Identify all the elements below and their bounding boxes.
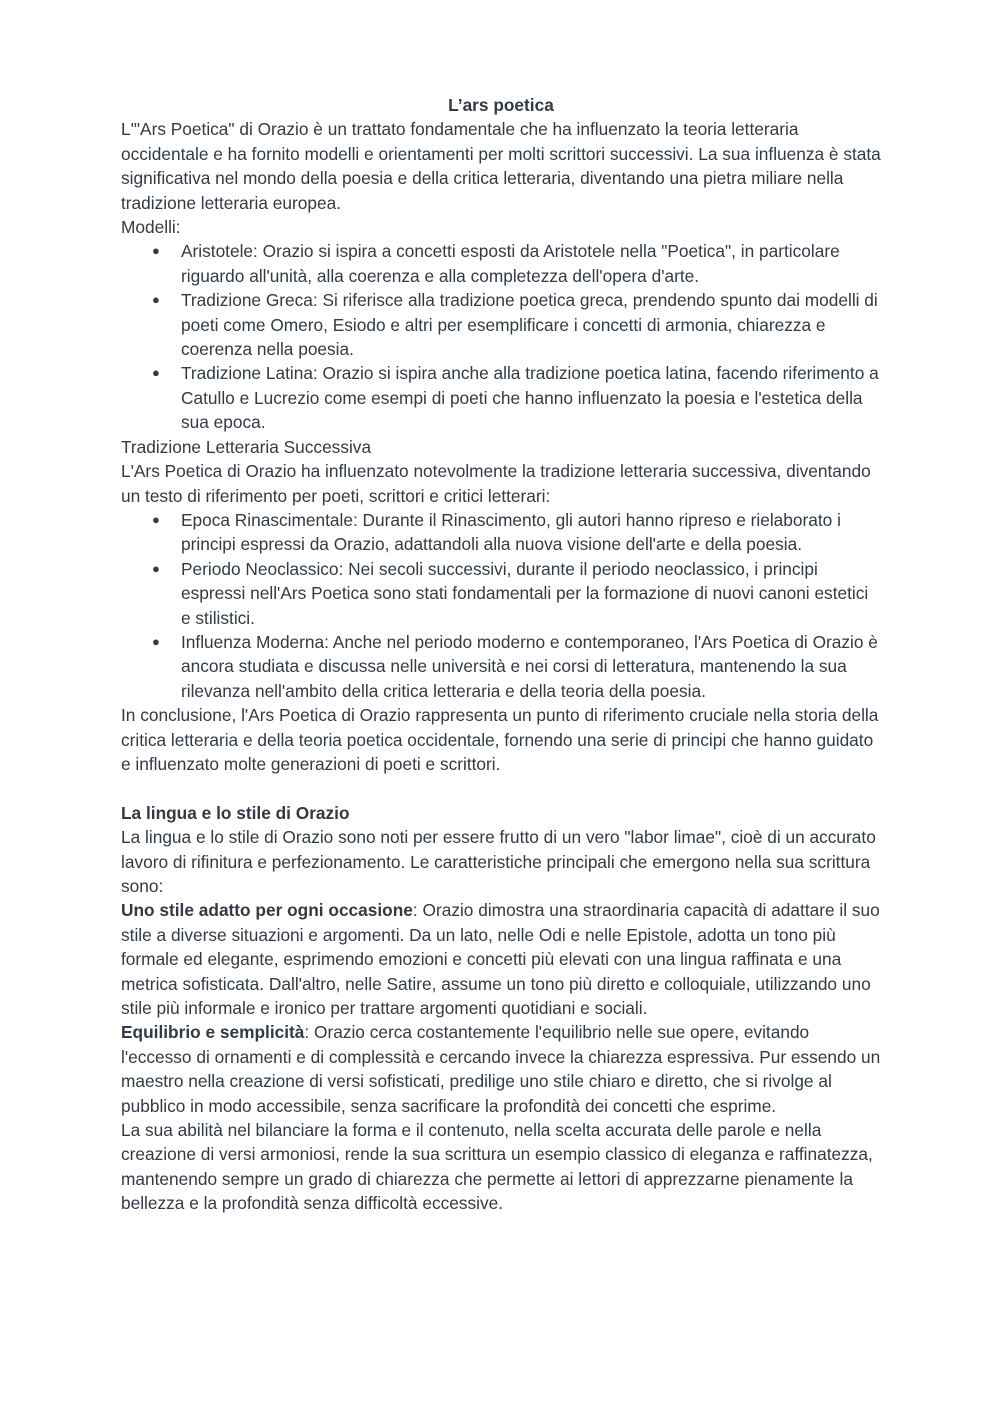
list-item-text: Tradizione Latina: Orazio si ispira anche alla tradizione poetica latina, facendo riferimento a Catullo e Lucrezio come esempi di poeti che hanno influenzato la poesia e l'estetica della sua epoca. [181,363,879,433]
list-item-text: Influenza Moderna: Anche nel periodo moderno e contemporaneo, l'Ars Poetica di Orazio è ancora studiata e discussa nelle università e nei corsi di letteratura, mantenendo la sua rilevanza nell'ambito della critica letteraria e della teoria della poesia. [181,631,878,701]
intro-paragraph: L'"Ars Poetica" di Orazio è un trattato fondamentale che ha influenzato la teoria letteraria occidentale e ha fornito modelli e orientamenti per molti scrittori successivi. La sua influenza è stata significativa nel mondo della poesia e della critica letteraria, diventando una pietra miliare nella tradizione letteraria europea. [121,119,881,213]
list-item-text: Tradizione Greca: Si riferisce alla tradizione poetica greca, prendendo spunto dai modelli di poeti come Omero, Esiodo e altri per esemplificare i concetti di armonia, chiarezza e coerenza nella poesia. [181,290,878,360]
tradition-intro: L'Ars Poetica di Orazio ha influenzato notevolmente la tradizione letteraria successiva, diventando un testo di riferimento per poeti, scrittori e critici letterari: [121,461,871,506]
section-title: La lingua e lo stile di Orazio [121,802,350,823]
list-item [152,630,881,703]
document-title: L’ars poetica [448,95,554,115]
style-text: : Orazio dimostra una straordinaria capacità di adattare il suo stile a diverse situazioni e argomenti. Da un lato, nelle Odi e nelle Epistole, adotta un tono più formale ed elegante, esprimendo emozioni e concetti più elevati con una lingua raffinata e una metrica sofisticata. Dall'altro, nelle Satire, assume un tono più diretto e colloquiale, utilizzando uno stile più informale e ironico per trattare argomenti quotidiani e sociali. [121,900,880,1019]
bullet-icon: ● [152,633,160,649]
balance-text: : Orazio cerca costantemente l'equilibrio nelle sue opere, evitando l'eccesso di ornamenti e di complessità e cercando invece la chiarezza espressiva. Pur essendo un maestro nella creazione di versi sofisticati, predilige uno stile chiaro e diretto, che si rivolge al pubblico in modo accessibile, senza sacrificare la profondità dei concetti che esprime. [121,1022,881,1116]
section-intro: La lingua e lo stile di Orazio sono noti per essere frutto di un vero "labor limae", cioè di un accurato lavoro di rifinitura e perfezionamento. Le caratteristiche principali che emergono nella sua scrittura sono: [121,827,876,896]
style-paragraph [121,898,881,1020]
list-item [152,239,881,288]
tradition-list [121,508,881,703]
tradition-heading: Tradizione Letteraria Successiva [121,436,372,457]
list-item-text: Epoca Rinascimentale: Durante il Rinascimento, gli autori hanno ripreso e rielaborato i principi espressi da Orazio, adattandoli alla nuova visione dell'arte e della poesia. [181,509,841,555]
list-item [152,288,881,361]
models-list [121,239,881,434]
bullet-icon: ● [152,560,160,576]
closing-paragraph: La sua abilità nel bilanciare la forma e il contenuto, nella scelta accurata delle parole e nella creazione di versi armoniosi, rende la sua scrittura un esempio classico di eleganza e raffinatezza, mantenendo sempre un grado di chiarezza che permette ai lettori di apprezzarne pienamente la bellezza e la profondità senza difficoltà eccessive. [121,1120,873,1214]
list-item [152,508,881,557]
blank-line [121,776,881,800]
list-item [152,361,881,434]
style-lead: Uno stile adatto per ogni occasione [121,900,413,921]
document-page [121,93,881,1216]
bullet-icon: ● [152,511,160,527]
bullet-icon: ● [152,365,160,381]
balance-lead: Equilibrio e semplicità [121,1022,305,1043]
list-item-text: Periodo Neoclassico: Nei secoli successivi, durante il periodo neoclassico, i principi espressi nell'Ars Poetica sono stati fondamentali per la formazione di nuovi canoni estetici e stilistici. [181,558,869,628]
conclusion-paragraph: In conclusione, l'Ars Poetica di Orazio rappresenta un punto di riferimento cruciale nella storia della critica letteraria e della teoria poetica occidentale, fornendo una serie di principi che hanno guidato e influenzato molte generazioni di poeti e scrittori. [121,705,879,774]
balance-paragraph [121,1020,881,1118]
models-heading: Modelli: [121,217,181,238]
bullet-icon: ● [152,243,160,259]
list-item [152,557,881,630]
bullet-icon: ● [152,292,160,308]
list-item-text: Aristotele: Orazio si ispira a concetti esposti da Aristotele nella "Poetica", in particolare riguardo all'unità, alla coerenza e alla completezza dell'opera d'arte. [181,241,840,286]
